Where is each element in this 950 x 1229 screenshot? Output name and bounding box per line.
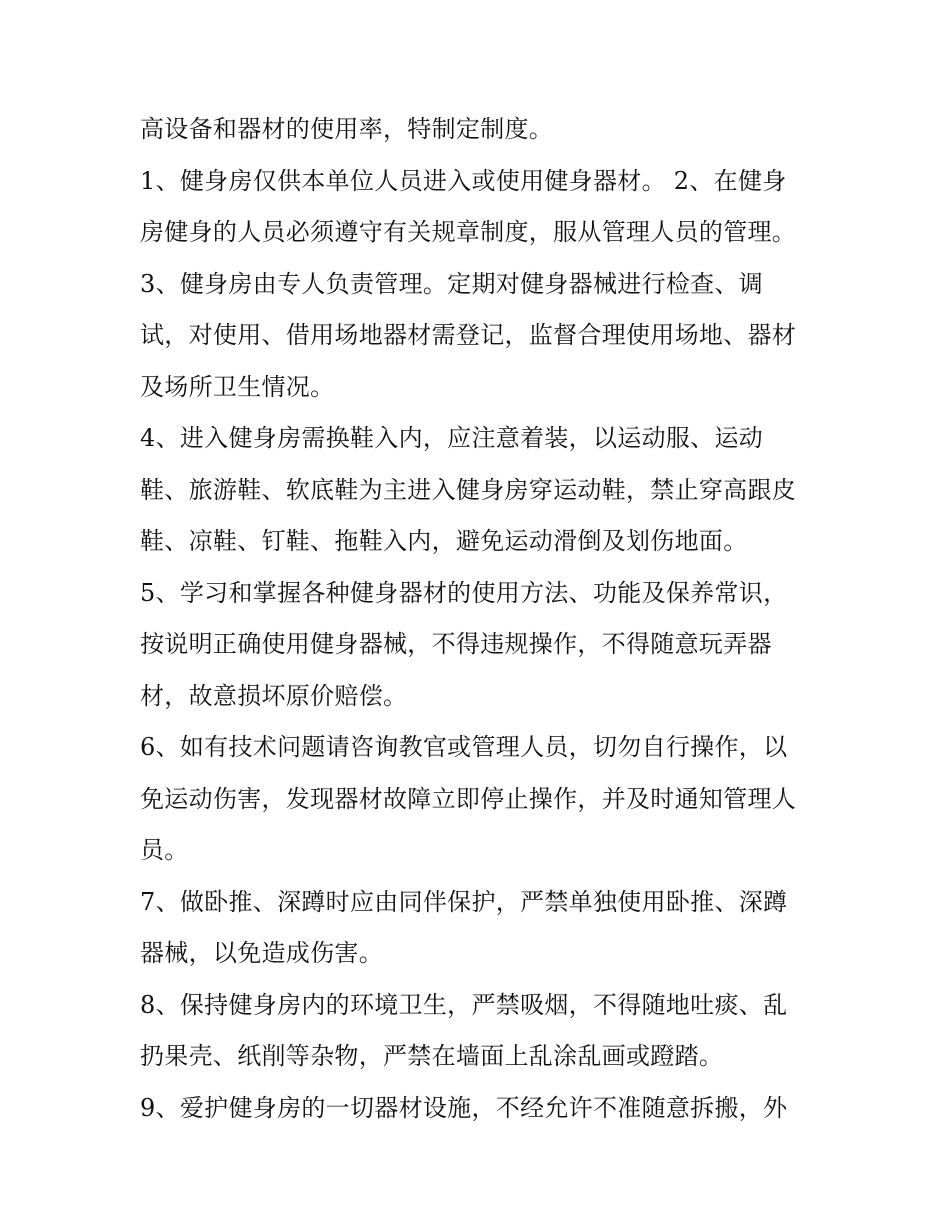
text-line: 房健身的人员必须遵守有关规章制度，服从管理人员的管理。 — [140, 218, 797, 246]
document-body — [140, 104, 820, 1134]
text-line: 鞋、凉鞋、钉鞋、拖鞋入内，避免运动滑倒及划伤地面。 — [140, 527, 748, 555]
text-line: 免运动伤害，发现器材故障立即停止操作，并及时通知管理人 — [140, 784, 797, 813]
text-line: 材，故意损坏原价赔偿。 — [140, 681, 408, 710]
text-line: 6、如有技术问题请咨询教官或管理人员，切勿自行操作，以 — [140, 733, 788, 761]
text-line: 8、保持健身房内的环境卫生，严禁吸烟，不得随地吐痰、乱 — [140, 990, 788, 1019]
text-line: 5、学习和掌握各种健身器材的使用方法、功能及保养常识， — [140, 578, 788, 607]
text-line: 员。 — [140, 836, 189, 864]
text-line: 及场所卫生情况。 — [140, 372, 335, 401]
text-line: 鞋、旅游鞋、软底鞋为主进入健身房穿运动鞋，禁止穿高跟皮 — [140, 475, 797, 504]
text-line: 4、进入健身房需换鞋入内，应注意着装，以运动服、运动 — [140, 424, 764, 452]
text-line: 1、健身房仅供本单位人员进入或使用健身器材。 2、在健身 — [140, 166, 787, 195]
text-line: 7、做卧推、深蹲时应由同伴保护，严禁单独使用卧推、深蹲 — [140, 887, 788, 916]
text-line: 器械，以免造成伤害。 — [140, 939, 383, 967]
text-line: 试，对使用、借用场地器材需登记，监督合理使用场地、器材 — [140, 321, 797, 349]
text-line: 9、爱护健身房的一切器材设施，不经允许不准随意拆搬，外 — [140, 1093, 788, 1122]
text-line: 3、健身房由专人负责管理。定期对健身器械进行检查、调 — [140, 269, 764, 298]
text-line: 扔果壳、纸削等杂物，严禁在墙面上乱涂乱画或蹬踏。 — [140, 1042, 724, 1070]
text-line: 按说明正确使用健身器械，不得违规操作，不得随意玩弄器 — [140, 630, 772, 658]
text-line: 高设备和器材的使用率，特制定制度。 — [140, 115, 554, 143]
